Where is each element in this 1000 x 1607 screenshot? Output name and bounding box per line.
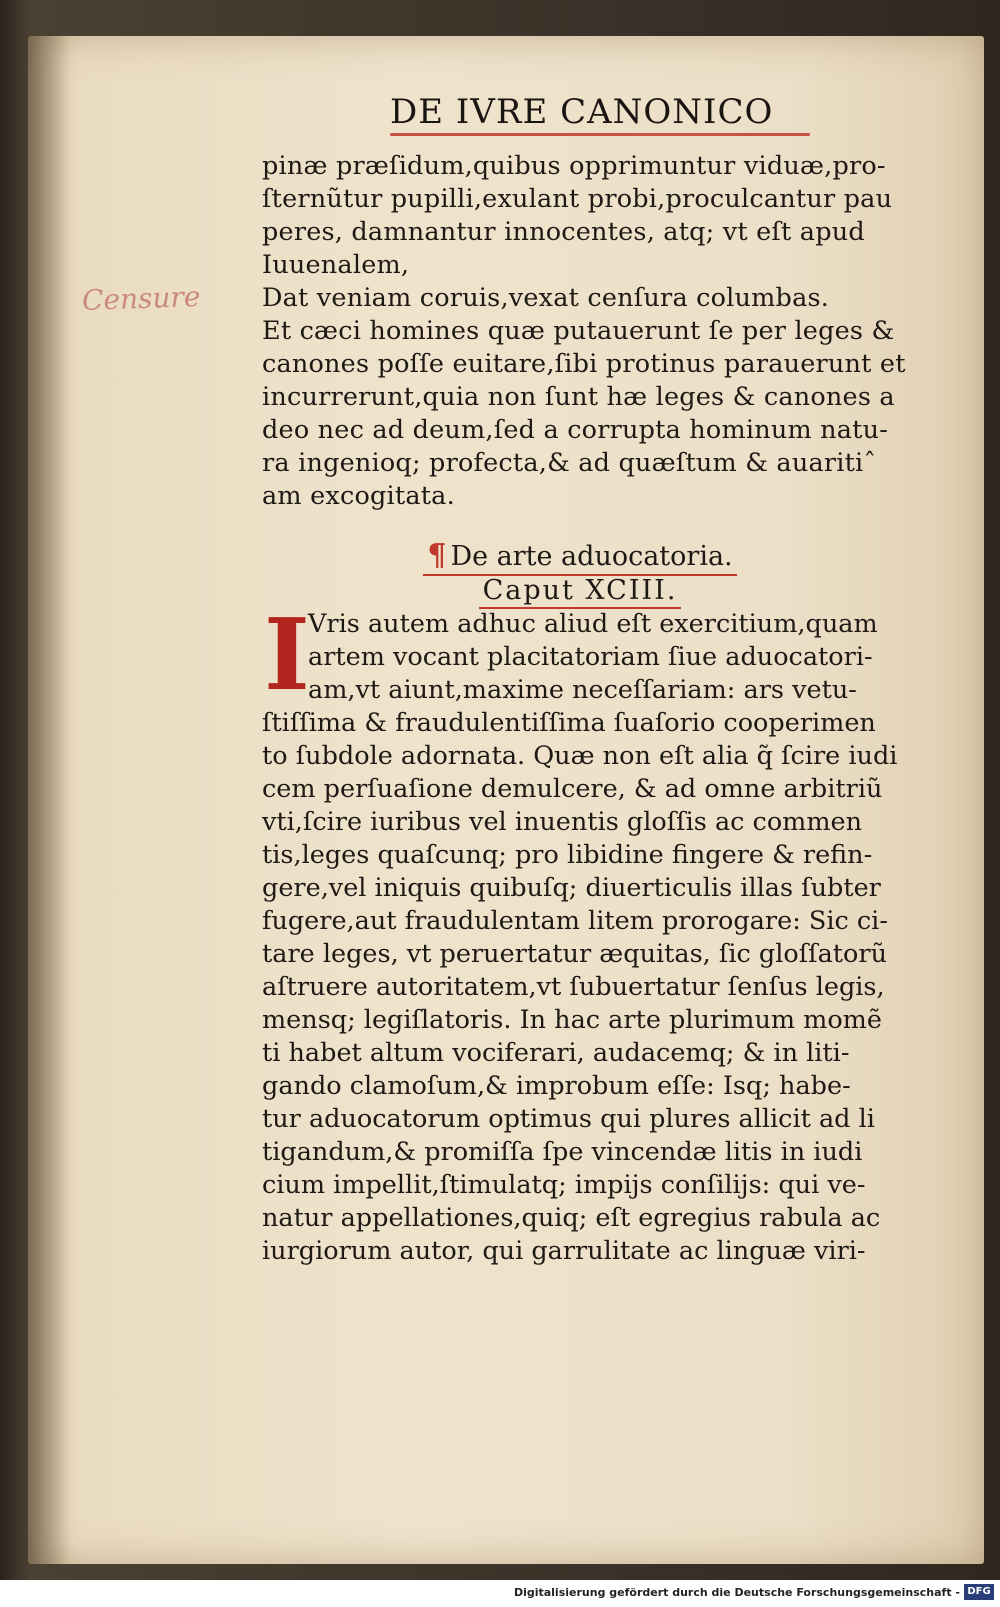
footer-credit: Digitalisierung gefördert durch die Deutsche Forschungsgemeinschaft - xyxy=(513,1586,960,1599)
text-line: gando clamoſum,& improbum eſſe: Isq; habe- xyxy=(262,1071,851,1101)
text-line: iurgiorum autor, qui garrulitate ac linguæ viri- xyxy=(262,1236,866,1266)
text-line: deo nec ad deum,ſed a corrupta hominum natu- xyxy=(262,415,889,445)
footer-bar xyxy=(0,1580,1000,1607)
text-line: ra ingenioq; profecta,& ad quæſtum & auaritiˆ xyxy=(262,448,877,478)
chapter-heading xyxy=(410,538,750,606)
drop-cap-initial: I xyxy=(264,598,310,713)
text-line: incurrerunt,quia non ſunt hæ leges & canones a xyxy=(262,382,895,412)
text-line: vti,ſcire iuribus vel inuentis gloſſis ac commen xyxy=(262,807,863,837)
text-line: aſtruere autoritatem,vt ſubuertatur ſenſus legis, xyxy=(262,972,885,1002)
text-line: Et cæci homines quæ putauerunt ſe per leges & xyxy=(262,316,895,346)
text-line: am excogitata. xyxy=(262,481,455,511)
text-line: to ſubdole adornata. Quæ non eſt alia q̃ ſcire iudi xyxy=(262,741,898,771)
text-line: canones poſſe euitare,ſibi protinus parauerunt et xyxy=(262,349,906,379)
text-line: gere,vel iniquis quibuſq; diuerticulis illas ſubter xyxy=(262,873,881,903)
text-line: Vris autem adhuc aliud eſt exercitium,quam xyxy=(308,609,878,639)
text-line: natur appellationes,quiq; eſt egregius rabula ac xyxy=(262,1203,881,1233)
chapter-title-text: De arte aduocatoria. xyxy=(450,541,733,572)
text-line: cem perſuaſione demulcere, & ad omne arbitriũ xyxy=(262,774,883,804)
text-line: ſtiſſima & fraudulentiſſima ſuaſorio cooperimen xyxy=(262,708,876,738)
chapter-number xyxy=(483,575,678,606)
text-line: artem vocant placitatoriam ſiue aduocatori- xyxy=(308,642,873,672)
text-line: ſternũtur pupilli,exulant probi,proculcantur pau xyxy=(262,184,893,214)
text-line: ti habet altum vociferari, audacemq; & in liti- xyxy=(262,1038,850,1068)
text-line: cium impellit,ſtimulatq; impijs conſilijs: qui ve- xyxy=(262,1170,866,1200)
text-line: mensq; legiſlatoris. In hac arte plurimum momẽ xyxy=(262,1005,882,1035)
text-line: tur aduocatorum optimus qui plures allicit ad li xyxy=(262,1104,875,1134)
text-line: Iuuenalem, xyxy=(262,250,410,280)
text-line-verse: Dat veniam coruis,vexat cenſura columbas. xyxy=(262,283,830,313)
dfg-logo[interactable]: DFG xyxy=(964,1584,994,1600)
text-line: tis,leges quaſcunq; pro libidine fingere & refin- xyxy=(262,840,873,870)
running-head-text: DE IVRE CANONICO xyxy=(390,92,774,132)
chapter-number-text: Caput XCIII. xyxy=(482,575,678,606)
running-head-rubric-underline xyxy=(390,133,810,136)
text-block-1 xyxy=(262,150,932,513)
pilcrow-icon: ¶ xyxy=(427,538,447,573)
chapter-title xyxy=(427,538,732,573)
text-block-2 xyxy=(262,598,932,1268)
text-line: fugere,aut fraudulentam litem prorogare: Sic ci- xyxy=(262,906,888,936)
text-line: tare leges, vt peruertatur æquitas, ſic gloſſatorũ xyxy=(262,939,887,969)
text-line: am,vt aiunt,maxime neceſſariam: ars vetu- xyxy=(308,675,857,705)
page-gutter-shadow xyxy=(28,36,70,1564)
text-line: pinæ præſidum,quibus opprimuntur viduæ,pro- xyxy=(262,151,886,181)
text-line: tigandum,& promiſſa ſpe vincendæ litis in iudi xyxy=(262,1137,863,1167)
margin-note-handwritten: Censure xyxy=(81,279,201,318)
text-line: peres, damnantur innocentes, atq; vt eſt apud xyxy=(262,217,865,247)
running-head xyxy=(390,92,810,132)
